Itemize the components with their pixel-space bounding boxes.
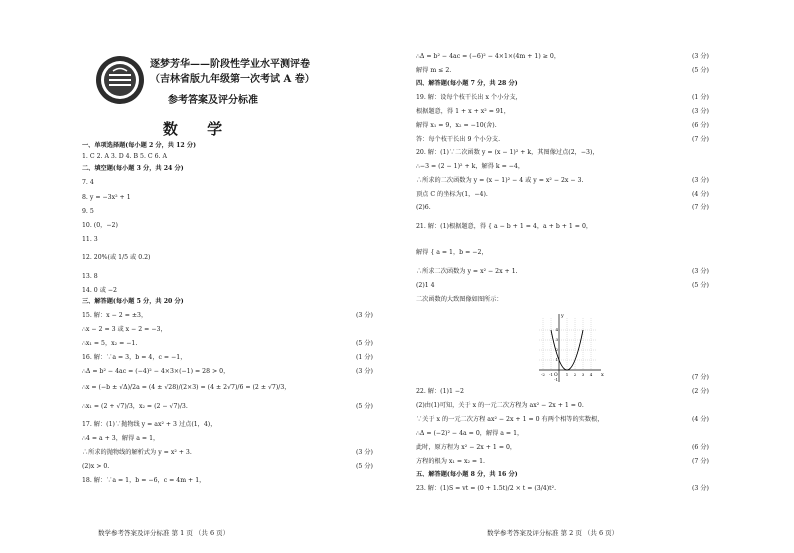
answer-line: 16. 解：∵a = 3，b = 4，c = −1，	[82, 354, 187, 361]
footer-left: 数学参考答案及评分标准 第 1 页 （共 6 页）	[98, 529, 230, 537]
answer-line: ∴Δ = b² − 4ac = (−4)² − 4×3×(−1) = 28 > 0，	[82, 368, 230, 375]
score-marker: (7 分)	[692, 458, 709, 465]
answer-line: ∴所求的抛物线的解析式为 y = x² + 3.	[82, 449, 192, 456]
answer-line: ∴所求二次函数为 y = x² − 2x + 1.	[416, 268, 518, 275]
graph-x-tick: 2	[573, 372, 577, 377]
answer-line: 解得 x₁ = 9，x₂ = −10(舍).	[416, 122, 497, 129]
answer-line: 8. y = −3x² + 1	[82, 194, 131, 201]
subject-title: 数 学	[162, 120, 235, 138]
score-marker: (1 分)	[692, 94, 709, 101]
graph-y-tick: 2	[555, 347, 558, 352]
score-marker: (3 分)	[356, 312, 373, 319]
section-heading: 二、填空题(每小题 3 分，共 24 分)	[82, 165, 184, 172]
score-marker: (1 分)	[356, 354, 373, 361]
graph-x-tick: 3	[581, 372, 585, 377]
answer-line: 1. C 2. A 3. D 4. B 5. C 6. A	[82, 153, 167, 160]
answer-line: 23. 解：(1)S = vt = (0 + 1.5t)/2 × t = (3/4)t².	[416, 485, 557, 492]
answer-line: ∴x = (−b ± √Δ)/2a = (4 ± √28)/(2×3) = (4 ± 2√7)/6 = (2 ± √7)/3，	[82, 384, 291, 391]
footer-right: 数学参考答案及评分标准 第 2 页 （共 6 页）	[487, 529, 619, 537]
answer-line: 15. 解：x − 2 = ±3，	[82, 312, 148, 319]
score-marker: (3 分)	[692, 177, 709, 184]
answer-line: ∴x₁ = 5，x₂ = −1.	[82, 340, 138, 347]
answer-line: 9. 5	[82, 208, 94, 215]
score-marker: (7 分)	[692, 204, 709, 211]
answer-line: 二次函数的大致图像如图所示：	[416, 296, 503, 303]
answer-line: 13. 8	[82, 273, 98, 280]
section-heading: 四、解答题(每小题 7 分，共 28 分)	[416, 80, 518, 87]
answer-line: 方程的根为 x₁ = x₂ = 1.	[416, 458, 485, 465]
section-heading: 三、解答题(每小题 5 分，共 20 分)	[82, 298, 184, 305]
score-marker: (5 分)	[692, 67, 709, 74]
graph-x-tick: -2	[541, 372, 545, 377]
score-marker: (5 分)	[356, 340, 373, 347]
score-marker: (5 分)	[356, 403, 373, 410]
graph-y-tick: 1	[555, 357, 558, 362]
answer-line: 14. 0 或 −2	[82, 287, 117, 294]
graph-y-label: y	[561, 313, 564, 319]
score-marker: (3 分)	[692, 53, 709, 60]
answer-line: ∴所求的二次函数为 y = (x − 1)² − 4 或 y = x² − 2x − 3.	[416, 177, 584, 184]
answer-line: ∴4 = a + 3，解得 a = 1，	[82, 435, 160, 442]
section-heading: 一、单项选择题(每小题 2 分，共 12 分)	[82, 142, 197, 149]
score-marker: (3 分)	[692, 268, 709, 275]
graph-x-tick: 4	[589, 372, 593, 377]
graph-y-tick: 3	[555, 337, 558, 342]
score-marker: (7 分)	[692, 136, 709, 143]
answer-line: 22. 解：(1)1 −2	[416, 388, 464, 395]
answer-line: 此时，原方程为 x² − 2x + 1 = 0，	[416, 444, 517, 451]
answer-line: 10. (0，−2)	[82, 222, 118, 229]
answer-line: ∴x₁ = (2 + √7)/3，x₂ = (2 − √7)/3.	[82, 403, 188, 410]
score-marker: (2 分)	[692, 388, 709, 395]
exam-subtitle: （吉林省版九年级第一次考试 A 卷）	[150, 74, 315, 85]
answer-line: (2)x > 0.	[82, 463, 110, 470]
score-marker: (3 分)	[692, 108, 709, 115]
answer-line: 17. 解：(1)∵抛物线 y = ax² + 3 过点(1，4)，	[82, 421, 217, 428]
score-marker: (4 分)	[692, 191, 709, 198]
answer-line: 答：每个枝干长出 9 个小分支.	[416, 136, 501, 143]
section-heading: 五、解答题(每小题 8 分，共 16 分)	[416, 471, 518, 478]
answer-line: (2)1 4	[416, 282, 435, 289]
score-marker: (6 分)	[692, 122, 709, 129]
answer-line: ∵关于 x 的一元二次方程 ax² − 2x + 1 = 0 有两个相等的实数根，	[416, 416, 604, 423]
graph-origin-label: O	[554, 373, 558, 378]
answer-line: (2)6.	[416, 204, 431, 211]
answer-line: 7. 4	[82, 179, 94, 186]
score-marker: (3 分)	[356, 368, 373, 375]
graph-y-tick: 4	[555, 327, 558, 332]
graph-x-label: x	[601, 372, 604, 378]
answer-line: 12. 20%(或 1/5 或 0.2)	[82, 254, 151, 261]
graph-x-tick: 1	[565, 372, 569, 377]
answer-line: 11. 3	[82, 236, 98, 243]
score-marker: (6 分)	[692, 444, 709, 451]
answer-line: 21. 解：(1)根据题意，得 { a − b + 1 = 4，a + b + 1 = 0，	[416, 223, 593, 230]
answer-key-title: 参考答案及评分标准	[168, 95, 258, 106]
score-marker: (3 分)	[356, 449, 373, 456]
answer-line: 18. 解：∵a = 1，b = −6，c = 4m + 1，	[82, 477, 206, 484]
answer-line: ∴x − 2 = 3 或 x − 2 = −3，	[82, 326, 167, 333]
answer-line: (2)由(1)可知，关于 x 的一元二次方程为 ax² − 2x + 1 = 0.	[416, 402, 584, 409]
score-marker: (7 分)	[692, 374, 709, 381]
score-marker: (4 分)	[692, 416, 709, 423]
score-marker: (5 分)	[356, 463, 373, 470]
answer-line: 19. 解：设每个枝干长出 x 个小分支，	[416, 94, 522, 101]
score-marker: (5 分)	[692, 282, 709, 289]
answer-line: ∴−3 = (2 − 1)² + k，解得 k = −4，	[416, 163, 525, 170]
answer-line: 20. 解：(1)∵二次函数 y = (x − 1)² + k，其图像过点(2，−3)，	[416, 149, 599, 156]
parabola-graph	[537, 310, 607, 385]
answer-line: 根据题意，得 1 + x + x² = 91，	[416, 108, 510, 115]
answer-line: 解得 { a = 1，b = −2，	[416, 249, 488, 256]
answer-line: 顶点 C 的坐标为(1，−4).	[416, 191, 488, 198]
graph-x-tick: -1	[549, 372, 553, 377]
school-seal-icon	[95, 55, 145, 105]
answer-line: ∴Δ = b² − 4ac = (−6)² − 4×1×(4m + 1) ≥ 0，	[416, 53, 561, 60]
answer-line: 解得 m ≤ 2.	[416, 67, 452, 74]
answer-line: ∴Δ = (−2)² − 4a = 0，解得 a = 1，	[416, 430, 524, 437]
graph-y-tick: -1	[554, 377, 558, 382]
exam-title: 逐梦芳华——阶段性学业水平测评卷	[150, 59, 310, 70]
score-marker: (3 分)	[692, 485, 709, 492]
